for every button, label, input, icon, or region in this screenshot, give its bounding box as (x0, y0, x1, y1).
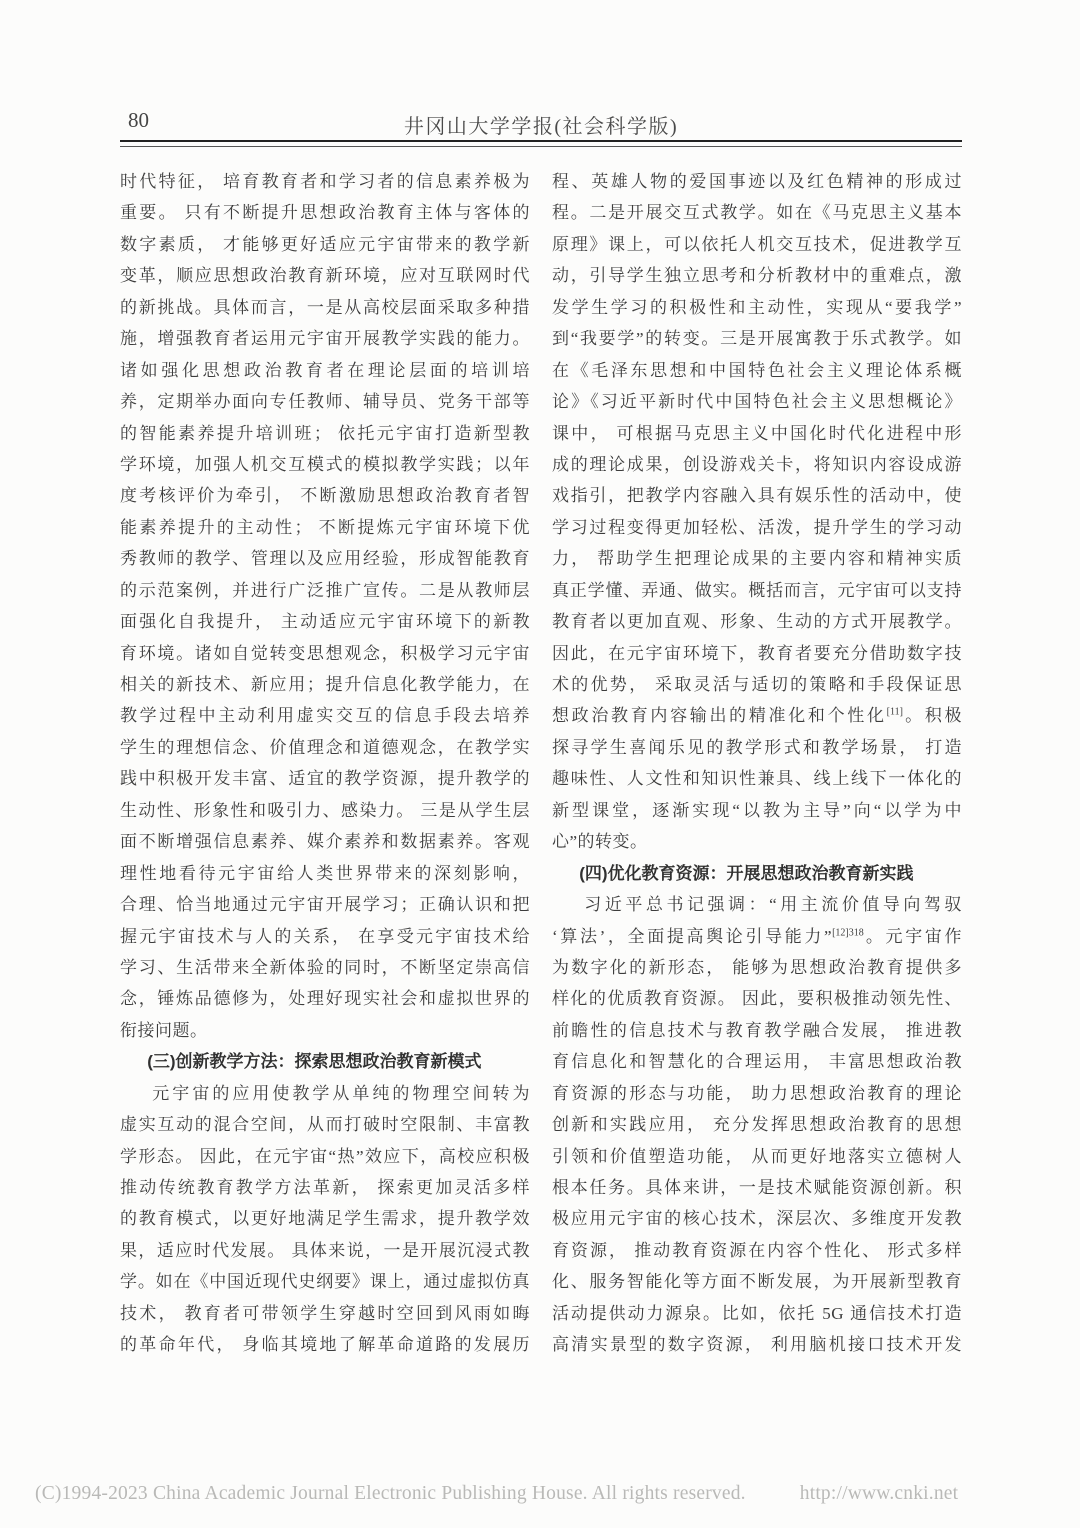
header-rule (120, 140, 962, 147)
text-line: 养，定期举办面向专任教师、辅导员、党务干部等 (120, 392, 530, 412)
text-line: 术的优势， 采取灵活与适切的策略和手段保证思 (552, 675, 962, 694)
column-right (552, 166, 962, 1361)
text-line: 秀教师的教学、管理以及应用经验，形成智能教育 (120, 549, 530, 569)
text-line: 原理》课上，可以依托人机交互技术，促进教学互 (552, 234, 962, 254)
text-line: 为数字化的新形态， 能够为思想政治教育提供多 (552, 957, 962, 977)
text-segment: 。元宇宙作 (863, 926, 962, 946)
text-line: 力， 帮助学生把理论成果的主要内容和精神实质 (552, 549, 962, 569)
text-line: 度考核评价为牵引， 不断激励思想政治教育者智 (120, 486, 530, 506)
text-line: 心”的转变。 (552, 832, 648, 852)
page-footer (35, 1483, 1045, 1505)
text-line: 学生的理想信念、价值理念和道德观念，在教学实 (120, 737, 530, 757)
text-line: 程。二是开展交互式教学。如在《马克思主义基本 (552, 203, 962, 223)
text-line: 趣味性、人文性和知识性兼具、线上线下一体化的 (552, 769, 962, 789)
text-line: 样化的优质教育资源。 因此，要积极推动领先性、 (552, 989, 962, 1009)
text-line: 探寻学生喜闻乐见的教学形式和教学场景， 打造 (552, 737, 962, 757)
text-line: 的新挑战。具体而言，一是从高校层面采取多种措 (120, 297, 530, 317)
text-line: 学形态。 因此，在元宇宙“热”效应下，高校应积极 (120, 1146, 530, 1166)
text-segment: 。积极 (902, 706, 962, 726)
text-line: 学习过程变得更加轻松、活泼，提升学生的学习动 (552, 517, 962, 537)
text-line: 育资源的形态与功能， 助力思想政治教育的理论 (552, 1083, 962, 1103)
citation-superscript: [11] (886, 706, 903, 718)
text-line: 握元宇宙技术与人的关系， 在享受元宇宙技术给 (120, 926, 530, 946)
text-line: 衔接问题。 (120, 1020, 208, 1040)
text-line: 戏指引，把教学内容融入具有娱乐性的活动中，使 (552, 486, 962, 506)
text-line: 习近平总书记强调：“用主流价值导向驾驭 (584, 895, 962, 915)
column-left (120, 166, 530, 1361)
text-line: 重要。 只有不断提升思想政治教育主体与客体的 (120, 203, 530, 223)
text-line: 面不断增强信息素养、媒介素养和数据素养。客观 (120, 832, 530, 852)
text-line: 技术， 教育者可带领学生穿越时空回到风雨如晦 (120, 1303, 530, 1323)
text-line: 到“我要学”的转变。三是开展寓教于乐式教学。如 (552, 329, 962, 349)
text-line: 成的理论成果，创设游戏关卡，将知识内容设成游 (552, 454, 962, 474)
text-line (552, 921, 962, 952)
text-line: 的智能素养提升培训班； 依托元宇宙打造新型教 (120, 423, 530, 443)
journal-title: 井冈山大学学报(社会科学版) (403, 116, 679, 138)
text-line: 真正学懂、弄通、做实。概括而言，元宇宙可以支持 (552, 580, 962, 600)
text-line: 教育者以更加直观、形象、生动的方式开展教学。 (552, 612, 962, 632)
text-line: 生动性、形象性和吸引力、感染力。 三是从学生层 (120, 800, 530, 820)
cnki-url: http://www.cnki.net (799, 1483, 959, 1504)
text-line: 理性地看待元宇宙给人类世界带来的深刻影响， (120, 863, 530, 883)
text-line: 新型课堂，逐渐实现“以教为主导”向“以学为中 (552, 800, 962, 820)
text-segment: ‘算法’，全面提高舆论引导能力” (552, 926, 833, 946)
citation-superscript: [12]318 (832, 926, 864, 938)
text-line: 诸如强化思想政治教育者在理论层面的培训培 (120, 360, 530, 380)
article-body (120, 166, 962, 1361)
text-line: 因此，在元宇宙环境下，教育者要充分借助数字技 (552, 643, 962, 663)
text-line: 果，适应时代发展。 具体来说，一是开展沉浸式教 (120, 1240, 530, 1260)
text-line: 高清实景型的数字资源， 利用脑机接口技术开发 (552, 1335, 962, 1355)
text-line: 极应用元宇宙的核心技术，深层次、多维度开发教 (552, 1209, 962, 1229)
text-line: 育信息化和智慧化的合理运用， 丰富思想政治教 (552, 1052, 962, 1072)
text-line: 推动传统教育教学方法革新， 探索更加灵活多样 (120, 1178, 530, 1197)
text-line: 前瞻性的信息技术与教育教学融合发展， 推进教 (552, 1020, 962, 1040)
text-line: 教学过程中主动利用虚实交互的信息手段去培养 (120, 706, 530, 726)
page-number: 80 (128, 108, 149, 132)
text-line: 变革，顺应思想政治教育新环境，应对互联网时代 (120, 266, 530, 286)
text-line: 面强化自我提升， 主动适应元宇宙环境下的新教 (120, 612, 530, 632)
section-heading: (三)创新教学方法：探索思想政治教育新模式 (147, 1052, 482, 1072)
text-line: 程、英雄人物的爱国事迹以及红色精神的形成过 (552, 172, 962, 191)
text-line: 元宇宙的应用使教学从单纯的物理空间转为 (152, 1083, 530, 1103)
text-line: 引领和价值塑造功能， 从而更好地落实立德树人 (552, 1146, 962, 1166)
text-line: 学习、生活带来全新体验的同时，不断坚定崇高信 (120, 957, 530, 977)
copyright-text: (C)1994-2023 China Academic Journal Electronic Publishing House. All rights reserved. (35, 1483, 746, 1504)
text-line: 育环境。诸如自觉转变思想观念，积极学习元宇宙 (120, 643, 530, 663)
text-line: 育资源， 推动教育资源在内容个性化、 形式多样 (552, 1240, 962, 1260)
text-line: 能素养提升的主动性； 不断提炼元宇宙环境下优 (120, 517, 530, 537)
text-line: 创新和实践应用， 充分发挥思想政治教育的思想 (552, 1115, 962, 1135)
text-line: 的革命年代， 身临其境地了解革命道路的发展历 (120, 1335, 530, 1355)
text-line: 时代特征， 培育教育者和学习者的信息素养极为 (120, 172, 530, 191)
text-line: 化、服务智能化等方面不断发展，为开展新型教育 (552, 1272, 962, 1292)
text-line: 数字素质， 才能够更好适应元宇宙带来的教学新 (120, 234, 530, 254)
section-heading: (四)优化教育资源：开展思想政治教育新实践 (579, 863, 914, 883)
text-line: 念，锤炼品德修为，处理好现实社会和虚拟世界的 (120, 989, 530, 1009)
text-line: 动，引导学生独立思考和分析教材中的重难点，激 (552, 266, 962, 286)
text-line (552, 700, 962, 731)
text-line: 施，增强教育者运用元宇宙开展教学实践的能力。 (120, 329, 530, 349)
page-header (120, 108, 962, 138)
text-line: 虚实互动的混合空间，从而打破时空限制、丰富教 (120, 1115, 530, 1135)
text-line: 活动提供动力源泉。比如，依托 5G 通信技术打造 (552, 1303, 962, 1323)
text-segment: 想政治教育内容输出的精准化和个性化 (552, 706, 887, 726)
text-line: 学环境，加强人机交互模式的模拟教学实践；以年 (120, 454, 530, 474)
text-line: 论》《习近平新时代中国特色社会主义思想概论》 (552, 392, 962, 412)
text-line: 相关的新技术、新应用；提升信息化教学能力，在 (120, 675, 530, 694)
text-line: 合理、恰当地通过元宇宙开展学习；正确认识和把 (120, 895, 530, 915)
text-line: 的教育模式，以更好地满足学生需求，提升教学效 (120, 1209, 530, 1229)
text-line: 在《毛泽东思想和中国特色社会主义理论体系概 (552, 360, 962, 380)
text-line: 发学生学习的积极性和主动性，实现从“要我学” (552, 297, 962, 317)
text-line: 学。如在《中国近现代史纲要》课上，通过虚拟仿真 (120, 1272, 530, 1292)
text-line: 根本任务。具体来讲，一是技术赋能资源创新。积 (552, 1178, 962, 1197)
text-line: 课中， 可根据马克思主义中国化时代化进程中形 (552, 423, 962, 443)
text-line: 的示范案例，并进行广泛推广宣传。二是从教师层 (120, 580, 530, 600)
text-line: 践中积极开发丰富、适宜的教学资源，提升教学的 (120, 769, 530, 789)
